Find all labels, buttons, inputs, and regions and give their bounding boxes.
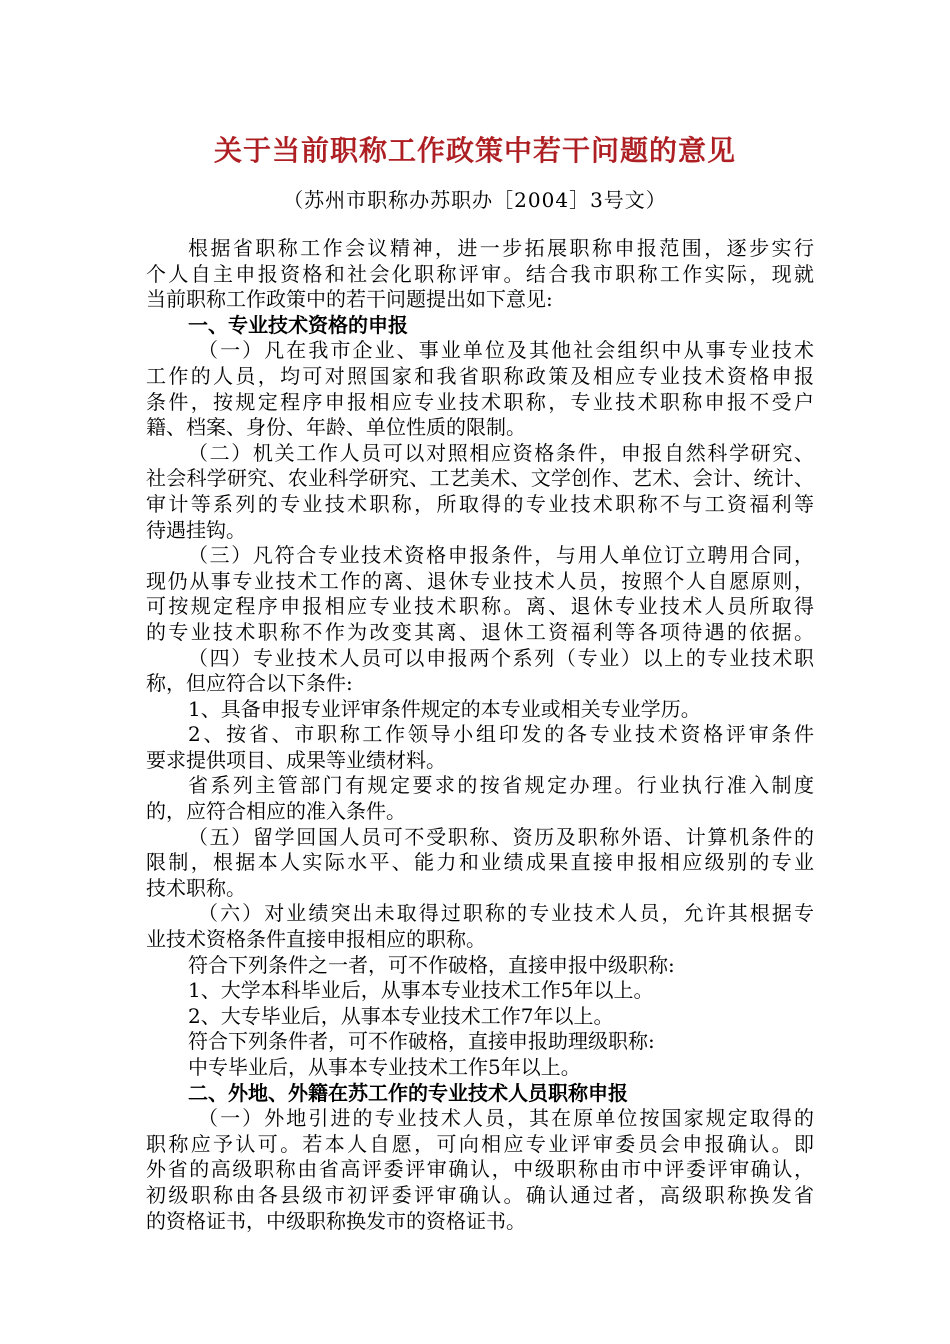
- text-line: 2、大专毕业后，从事本专业技术工作7年以上。: [188, 1003, 614, 1028]
- text-line: 审计等系列的专业技术职称，所取得的专业技术职称不与工资福利等: [146, 491, 814, 516]
- text-line: （四）专业技术人员可以申报两个系列（专业）以上的专业技术职: [188, 645, 814, 670]
- text-line: （三）凡符合专业技术资格申报条件，与用人单位订立聘用合同，: [188, 543, 814, 568]
- text-line: 初级职称由各县级市初评委评审确认。确认通过者，高级职称换发省: [146, 1182, 814, 1207]
- text-line: （六）对业绩突出未取得过职称的专业技术人员，允许其根据专: [198, 901, 814, 926]
- text-line: 1、大学本科毕业后，从事本专业技术工作5年以上。: [188, 978, 654, 1003]
- text-line: 符合下列条件者，可不作破格，直接申报助理级职称:: [188, 1029, 655, 1054]
- document-body: [146, 236, 814, 1234]
- text-line: 籍、档案、身份、年龄、单位性质的限制。: [146, 415, 526, 440]
- text-line: 工作的人员，均可对照国家和我省职称政策及相应专业技术资格申报: [146, 363, 814, 388]
- text-line: 限制，根据本人实际水平、能力和业绩成果直接申报相应级别的专业: [146, 850, 814, 875]
- text-line: 的专业技术职称不作为改变其离、退休工资福利等各项待遇的依据。: [146, 619, 814, 644]
- text-line: 技术职称。: [146, 875, 246, 900]
- text-line: 待遇挂钩。: [146, 517, 246, 542]
- text-line: 1、具备申报专业评审条件规定的本专业或相关专业学历。: [188, 696, 701, 721]
- text-line: 条件，按规定程序申报相应专业技术职称，专业技术职称申报不受户: [146, 389, 814, 414]
- text-line: 要求提供项目、成果等业绩材料。: [146, 747, 446, 772]
- text-line: 符合下列条件之一者，可不作破格，直接申报中级职称:: [188, 952, 675, 977]
- text-line: 当前职称工作政策中的若干问题提出如下意见:: [146, 287, 553, 312]
- text-line: （二）机关工作人员可以对照相应资格条件，申报自然科学研究、: [188, 440, 814, 465]
- text-line: （一）外地引进的专业技术人员，其在原单位按国家规定取得的: [198, 1106, 814, 1131]
- document-subtitle: （苏州市职称办苏职办［2004］3号文）: [283, 188, 667, 212]
- text-line: 根据省职称工作会议精神，进一步拓展职称申报范围，逐步实行: [188, 236, 814, 260]
- text-line: 称，但应符合以下条件:: [146, 671, 353, 696]
- text-line: （一）凡在我市企业、事业单位及其他社会组织中从事专业技术: [198, 338, 814, 363]
- text-line: 的资格证书，中级职称换发市的资格证书。: [146, 1208, 526, 1233]
- document-title: 关于当前职称工作政策中若干问题的意见: [213, 134, 736, 167]
- text-line: 现仍从事专业技术工作的离、退休专业技术人员，按照个人自愿原则，: [146, 568, 814, 593]
- text-line: 个人自主申报资格和社会化职称评审。结合我市职称工作实际，现就: [146, 261, 814, 286]
- section-heading: 二、外地、外籍在苏工作的专业技术人员职称申报: [188, 1080, 628, 1105]
- section-heading: 一、专业技术资格的申报: [188, 312, 408, 337]
- text-line: 社会科学研究、农业科学研究、工艺美术、文学创作、艺术、会计、统计、: [146, 466, 814, 491]
- text-line: 职称应予认可。若本人自愿，可向相应专业评审委员会申报确认。即: [146, 1131, 814, 1156]
- text-line: 可按规定程序申报相应专业技术职称。离、退休专业技术人员所取得: [146, 594, 814, 619]
- text-line: 业技术资格条件直接申报相应的职称。: [146, 927, 486, 952]
- text-line: 外省的高级职称由省高评委评审确认，中级职称由市中评委评审确认，: [146, 1157, 814, 1182]
- text-line: 2、按省、市职称工作领导小组印发的各专业技术资格评审条件: [188, 722, 814, 747]
- text-line: 的，应符合相应的准入条件。: [146, 799, 406, 824]
- text-line: 中专毕业后，从事本专业技术工作5年以上。: [188, 1055, 581, 1079]
- text-line: 省系列主管部门有规定要求的按省规定办理。行业执行准入制度: [188, 773, 814, 798]
- text-line: （五）留学回国人员可不受职称、资历及职称外语、计算机条件的: [188, 824, 814, 849]
